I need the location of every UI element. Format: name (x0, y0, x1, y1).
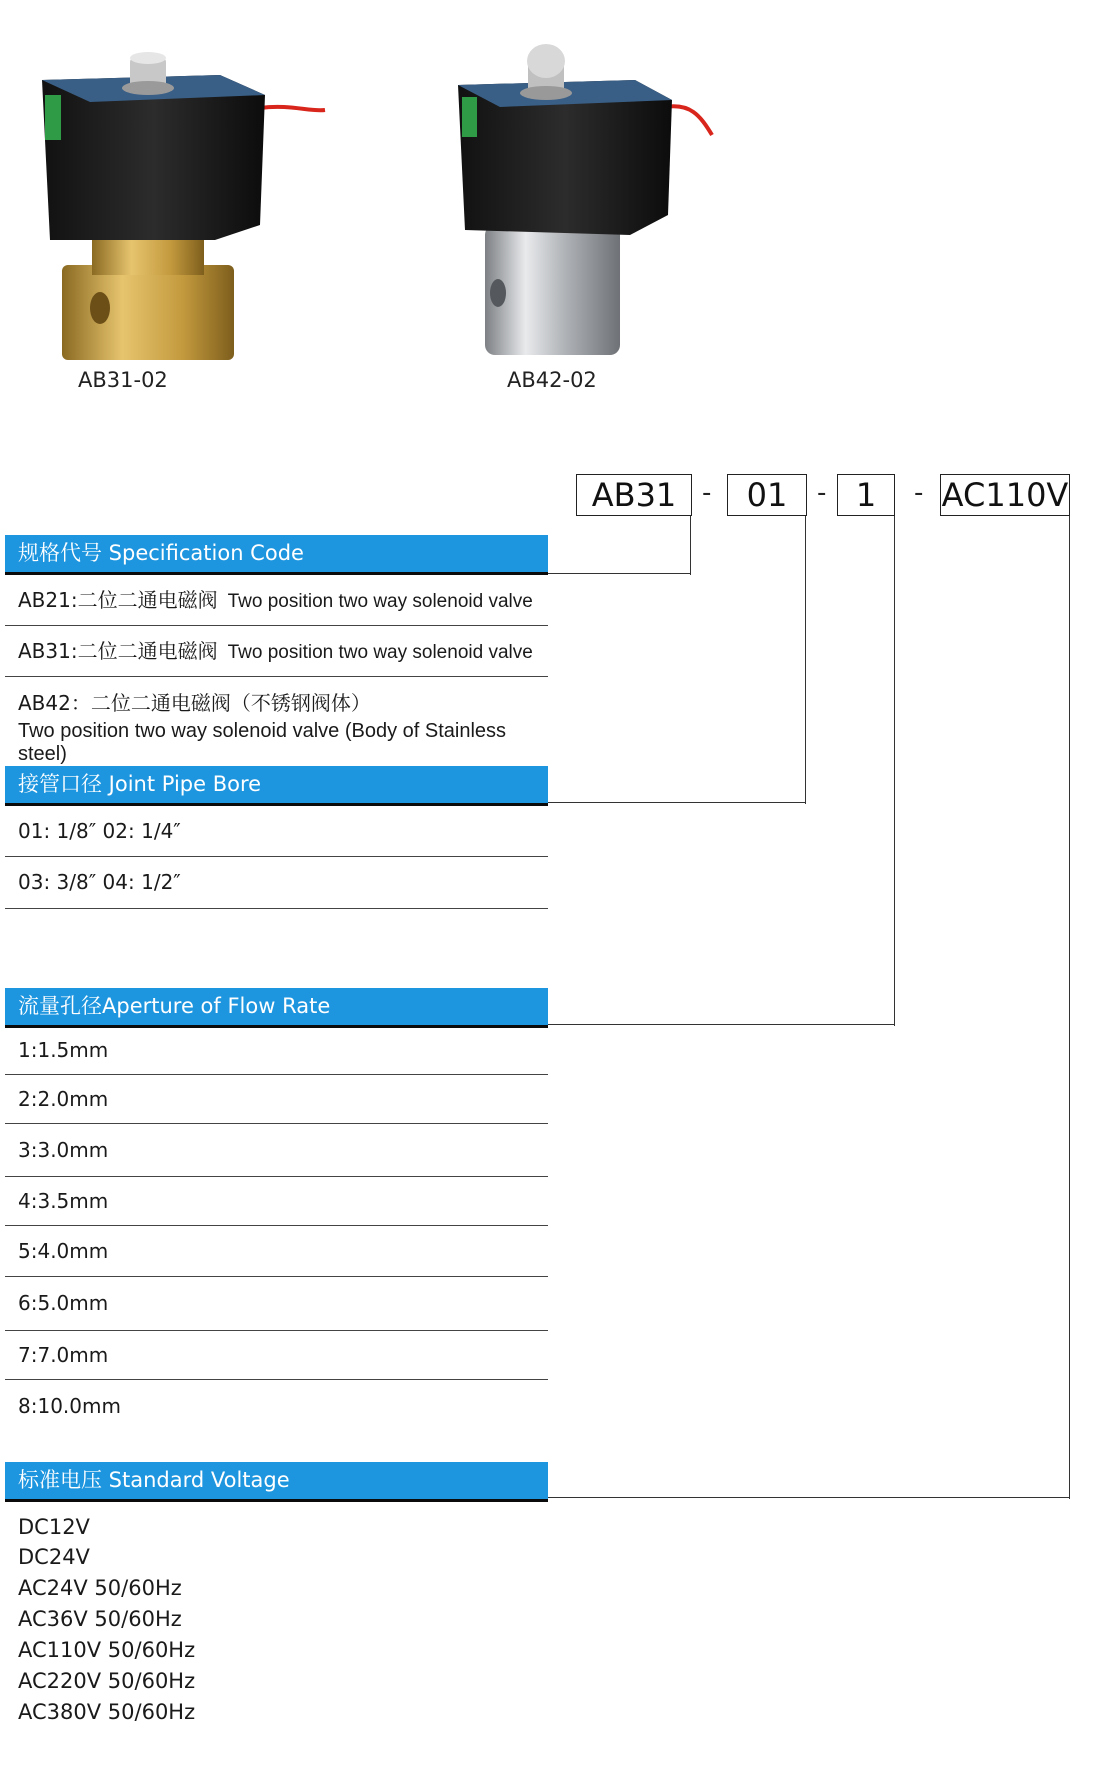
connector-line (548, 573, 691, 574)
section-header-bore: 接管口径 Joint Pipe Bore (5, 766, 548, 806)
bore-row: 01: 1/8″ 02: 1/4″ (5, 806, 548, 857)
spec-row-en: Two position two way solenoid valve (227, 642, 533, 663)
code-part-bore: 01 (727, 474, 807, 516)
code-part-model: AB31 (576, 474, 692, 516)
voltage-item: AC24V 50/60Hz (18, 1576, 182, 1600)
aperture-row: 8:10.0mm (18, 1394, 121, 1418)
bore-row: 03: 3/8″ 04: 1/2″ (5, 857, 548, 909)
section-header-aperture: 流量孔径Aperture of Flow Rate (5, 988, 548, 1028)
product-caption-1: AB31-02 (78, 368, 168, 392)
stainless-solenoid-valve-icon (450, 25, 720, 370)
brass-solenoid-valve-icon (30, 40, 330, 370)
aperture-row: 6:5.0mm (5, 1277, 548, 1331)
spec-row-cn: AB31:二位二通电磁阀 (18, 639, 218, 663)
aperture-row: 7:7.0mm (5, 1331, 548, 1380)
spec-row-en: Two position two way solenoid valve (227, 591, 533, 612)
spec-row (5, 575, 548, 626)
voltage-item: DC12V (18, 1515, 90, 1539)
connector-line (548, 802, 806, 803)
connector-line (548, 1024, 895, 1025)
connector-line (894, 516, 895, 1026)
aperture-row: 5:4.0mm (5, 1226, 548, 1277)
connector-line (548, 1497, 1070, 1498)
voltage-item: AC110V 50/60Hz (18, 1638, 196, 1662)
spec-row-cn: AB42：二位二通电磁阀（不锈钢阀体） (18, 691, 371, 715)
section-header-spec: 规格代号 Specification Code (5, 535, 548, 575)
code-separator: - (914, 478, 924, 508)
aperture-row: 3:3.0mm (5, 1124, 548, 1177)
code-separator: - (702, 478, 712, 508)
aperture-row: 1:1.5mm (5, 1028, 548, 1075)
spec-row-en: Two position two way solenoid valve (Body of Stainless steel) (18, 720, 507, 765)
aperture-row: 2:2.0mm (5, 1075, 548, 1124)
section-header-voltage: 标准电压 Standard Voltage (5, 1462, 548, 1502)
code-separator: - (817, 478, 827, 508)
voltage-item: AC220V 50/60Hz (18, 1669, 196, 1693)
voltage-item: DC24V (18, 1545, 90, 1569)
voltage-item: AC380V 50/60Hz (18, 1700, 196, 1724)
aperture-row: 4:3.5mm (5, 1177, 548, 1226)
code-part-voltage: AC110V (941, 476, 1069, 514)
voltage-item: AC36V 50/60Hz (18, 1607, 182, 1631)
connector-line (1069, 516, 1070, 1499)
spec-row-cn: AB21:二位二通电磁阀 (18, 588, 218, 612)
product-caption-2: AB42-02 (507, 368, 597, 392)
connector-line (805, 516, 806, 804)
spec-row (5, 677, 548, 767)
spec-row (5, 626, 548, 677)
connector-line (690, 516, 691, 575)
code-part-aperture: 1 (837, 474, 895, 516)
